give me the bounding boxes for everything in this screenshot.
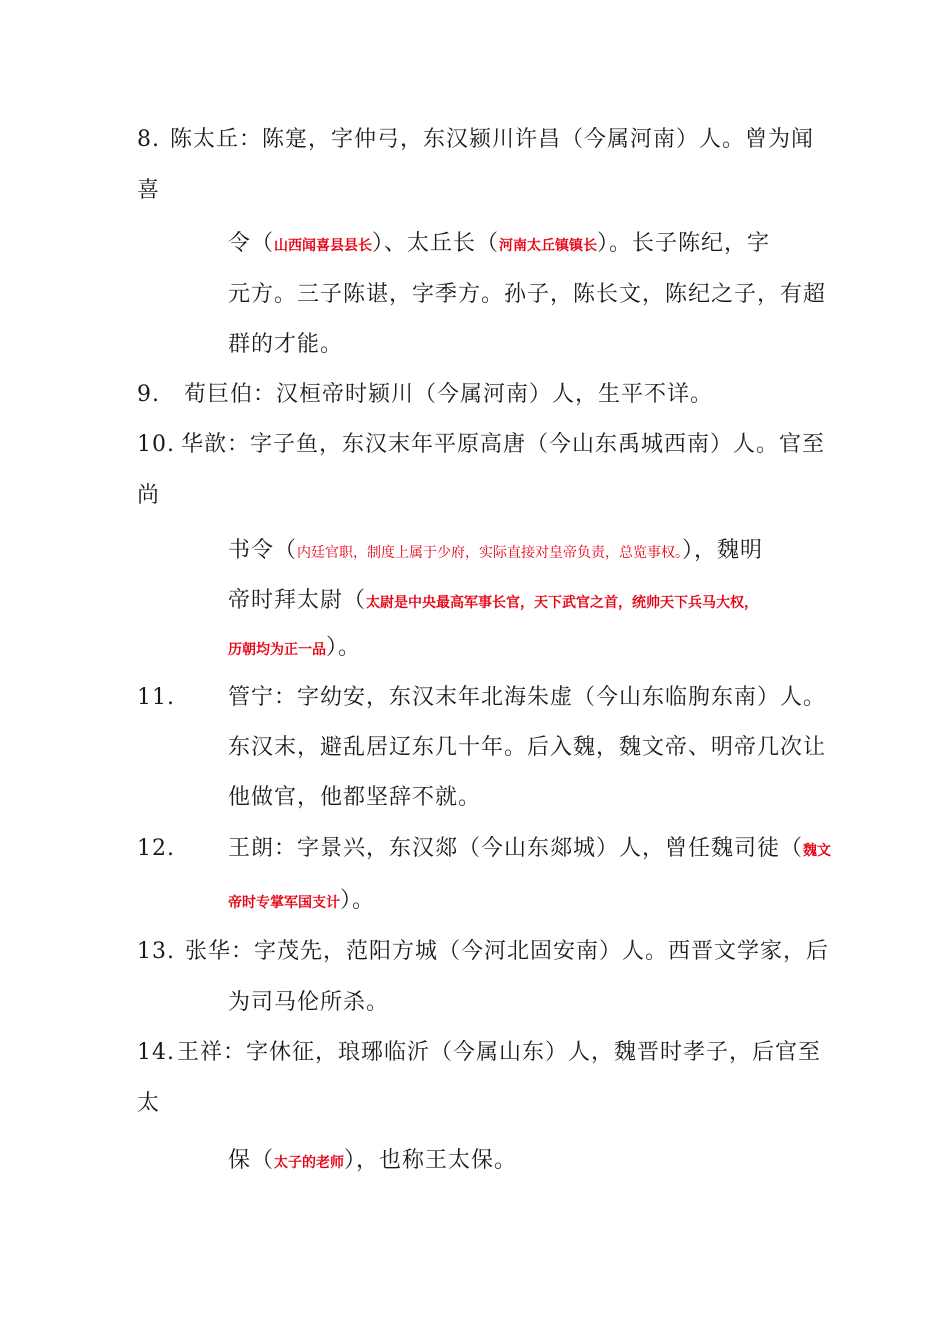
entry-number: 12. <box>137 836 175 861</box>
entry-text: ）。 <box>326 635 362 660</box>
entry-number: 11. <box>137 685 175 710</box>
entry-10-line-1 <box>137 430 825 460</box>
entry-text: ）。 <box>340 888 376 913</box>
entry-13-line-2: 为司马伦所杀。 <box>228 990 390 1015</box>
entry-text: ）。长子陈纪，字 <box>597 231 771 256</box>
entry-text: 陈太丘：陈寔，字仲弓，东汉颍川许昌（今属河南）人。曾为闻 <box>170 127 815 152</box>
entry-10-line-3 <box>228 536 763 568</box>
annotation-note: 山西闻喜县县长 <box>274 238 373 254</box>
entry-number: 10. <box>137 432 175 457</box>
entry-text: 王朗：字景兴，东汉郯（今山东郯城）人，曾任魏司徒（ <box>228 836 804 861</box>
entry-8-line-3 <box>228 229 770 261</box>
entry-14-line-1 <box>137 1038 821 1068</box>
entry-text: 王祥：字休征，琅琊临沂（今属山东）人，魏晋时孝子，后官至 <box>177 1040 822 1065</box>
entry-12-line-1 <box>137 834 831 866</box>
entry-text: 书令（ <box>228 538 298 563</box>
entry-number: 9. <box>137 382 160 407</box>
annotation-note: 帝时专掌军国支计 <box>228 895 340 911</box>
annotation-note: 魏文 <box>803 843 832 859</box>
annotation-note: 河南太丘镇镇长 <box>499 238 598 254</box>
entry-8-line-2: 喜 <box>137 178 161 203</box>
entry-text: ）、太丘长（ <box>372 231 500 256</box>
entry-9-line-1 <box>137 380 713 410</box>
entry-10-line-2: 尚 <box>137 483 161 508</box>
entry-number: 14. <box>137 1040 175 1065</box>
entry-8-line-1 <box>137 125 814 155</box>
entry-text: 华歆：字子鱼，东汉末年平原高唐（今山东禹城西南）人。官至 <box>181 432 826 457</box>
entry-8-line-5: 群的才能。 <box>228 332 344 357</box>
entry-text: 令（ <box>228 231 275 256</box>
entry-10-line-5 <box>228 633 361 665</box>
annotation-note: 太子的老师 <box>274 1155 345 1171</box>
entry-text: 保（ <box>228 1148 275 1173</box>
entry-text: 张华：字茂先，范阳方城（今河北固安南）人。西晋文学家，后 <box>185 939 830 964</box>
entry-14-line-2: 太 <box>137 1091 161 1116</box>
entry-number: 8. <box>137 127 160 152</box>
entry-text: ），也称王太保。 <box>344 1148 518 1173</box>
entry-text: 管宁：字幼安，东汉末年北海朱虚（今山东临朐东南）人。 <box>228 685 827 710</box>
entry-11-line-1 <box>137 683 826 713</box>
entry-text: 荀巨伯：汉桓帝时颍川（今属河南）人，生平不详。 <box>184 382 714 407</box>
entry-8-line-4: 元方。三子陈谌，字季方。孙子，陈长文，陈纪之子，有超 <box>228 282 827 307</box>
entry-13-line-1 <box>137 937 829 967</box>
entry-text: ），魏明 <box>682 538 764 563</box>
entry-12-line-2 <box>228 886 375 918</box>
annotation-note: 历朝均为正一品 <box>228 642 326 658</box>
entry-text: 帝时拜太尉（ <box>228 588 367 613</box>
entry-number: 13. <box>137 939 175 964</box>
annotation-note: 太尉是中央最高军事长官，天下武官之首，统帅天下兵马大权， <box>366 595 759 611</box>
entry-14-line-3 <box>228 1146 517 1178</box>
entry-11-line-2: 东汉末，避乱居辽东几十年。后入魏，魏文帝、明帝几次让 <box>228 735 827 760</box>
annotation-note: 内廷官职，制度上属于少府，实际直接对皇帝负责，总览事权。 <box>297 545 683 561</box>
entry-10-line-4 <box>228 586 758 618</box>
entry-11-line-3: 他做官，他都坚辞不就。 <box>228 785 482 810</box>
